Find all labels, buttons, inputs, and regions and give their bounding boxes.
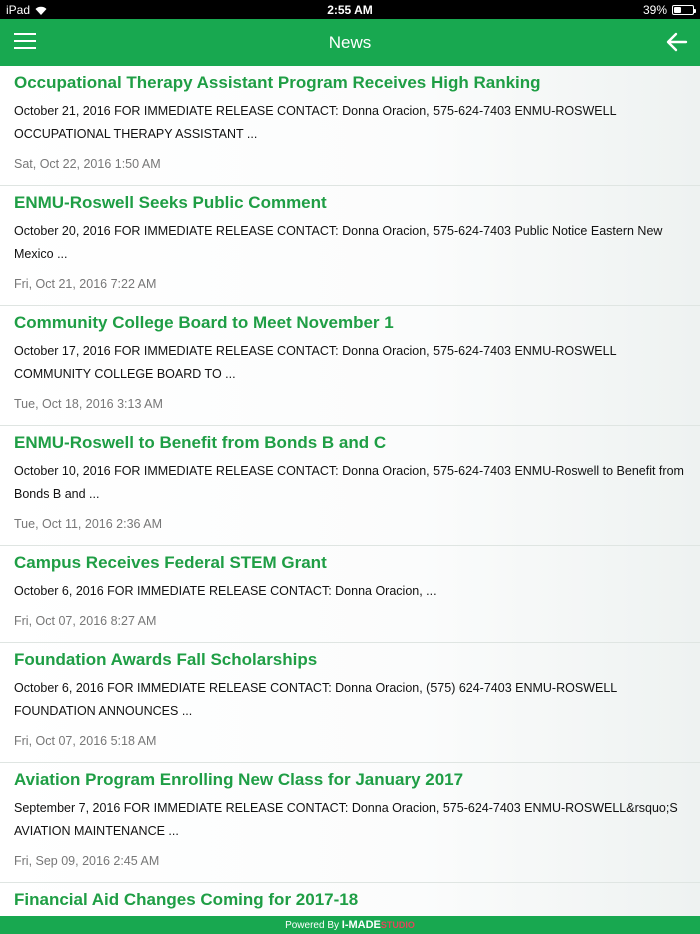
brand-logo: I-MADE	[341, 919, 381, 931]
news-item[interactable]	[0, 643, 700, 763]
page-title: News	[328, 33, 372, 52]
news-item[interactable]	[0, 66, 700, 186]
news-date: Sat, Oct 22, 2016 1:50 AM	[14, 157, 161, 171]
news-summary: October 20, 2016 FOR IMMEDIATE RELEASE CONTACT: Donna Oracion, 575-624-7403 Public Notice Eastern New Mexico ...	[14, 224, 663, 261]
device-name: iPad	[6, 3, 31, 17]
news-summary: October 17, 2016 FOR IMMEDIATE RELEASE CONTACT: Donna Oracion, 575-624-7403 ENMU-ROSWELL COMMUNITY COLLEGE BOARD TO ...	[14, 344, 617, 381]
news-date: Fri, Oct 07, 2016 5:18 AM	[14, 734, 157, 748]
news-title[interactable]: Occupational Therapy Assistant Program Receives High Ranking	[14, 73, 541, 92]
news-title[interactable]: ENMU-Roswell to Benefit from Bonds B and C	[14, 433, 387, 452]
powered-by-footer	[0, 916, 700, 934]
news-item[interactable]	[0, 306, 700, 426]
news-list[interactable]	[0, 66, 700, 916]
status-time: 2:55 AM	[327, 3, 373, 17]
battery-icon	[672, 5, 694, 15]
news-summary: October 6, 2016 FOR IMMEDIATE RELEASE CONTACT: Donna Oracion, (575) 624-7403 ENMU-ROSWELL FOUNDATION ANNOUNCES ...	[14, 681, 617, 718]
back-arrow-icon[interactable]	[666, 32, 688, 52]
news-title[interactable]: Aviation Program Enrolling New Class for January 2017	[14, 770, 464, 789]
news-date: Fri, Oct 07, 2016 8:27 AM	[14, 614, 157, 628]
news-title[interactable]: Foundation Awards Fall Scholarships	[14, 650, 318, 669]
powered-by-label: Powered By	[285, 920, 339, 931]
news-item[interactable]	[0, 883, 700, 916]
status-right	[643, 3, 694, 17]
news-summary: October 10, 2016 FOR IMMEDIATE RELEASE CONTACT: Donna Oracion, 575-624-7403 ENMU-Roswell to Benefit from Bonds B and ...	[14, 464, 684, 501]
status-bar	[0, 0, 700, 19]
news-title[interactable]: Financial Aid Changes Coming for 2017-18	[14, 890, 359, 909]
news-date: Fri, Sep 09, 2016 2:45 AM	[14, 854, 160, 868]
news-summary: October 6, 2016 FOR IMMEDIATE RELEASE CONTACT: Donna Oracion, ...	[14, 584, 437, 598]
battery-fill	[674, 7, 681, 13]
news-date: Fri, Oct 21, 2016 7:22 AM	[14, 277, 157, 291]
app-header	[0, 19, 700, 66]
news-title[interactable]: Community College Board to Meet November 1	[14, 313, 394, 332]
news-title[interactable]: ENMU-Roswell Seeks Public Comment	[14, 193, 327, 212]
news-item[interactable]	[0, 426, 700, 546]
news-date: Tue, Oct 11, 2016 2:36 AM	[14, 517, 163, 531]
news-date: Tue, Oct 18, 2016 3:13 AM	[14, 397, 163, 411]
news-summary: September 7, 2016 FOR IMMEDIATE RELEASE CONTACT: Donna Oracion, 575-624-7403 ENMU-ROSWELL&rsquo;S AVIATION MAINTENANCE ...	[14, 801, 678, 838]
battery-percent: 39%	[642, 3, 667, 17]
news-summary: October 21, 2016 FOR IMMEDIATE RELEASE CONTACT: Donna Oracion, 575-624-7403 ENMU-ROSWELL OCCUPATIONAL THERAPY ASSISTANT ...	[14, 104, 617, 141]
news-item[interactable]	[0, 763, 700, 883]
brand-logo-accent: STUDIO	[380, 920, 415, 930]
news-item[interactable]	[0, 546, 700, 643]
news-item[interactable]	[0, 186, 700, 306]
news-title[interactable]: Campus Receives Federal STEM Grant	[14, 553, 327, 572]
